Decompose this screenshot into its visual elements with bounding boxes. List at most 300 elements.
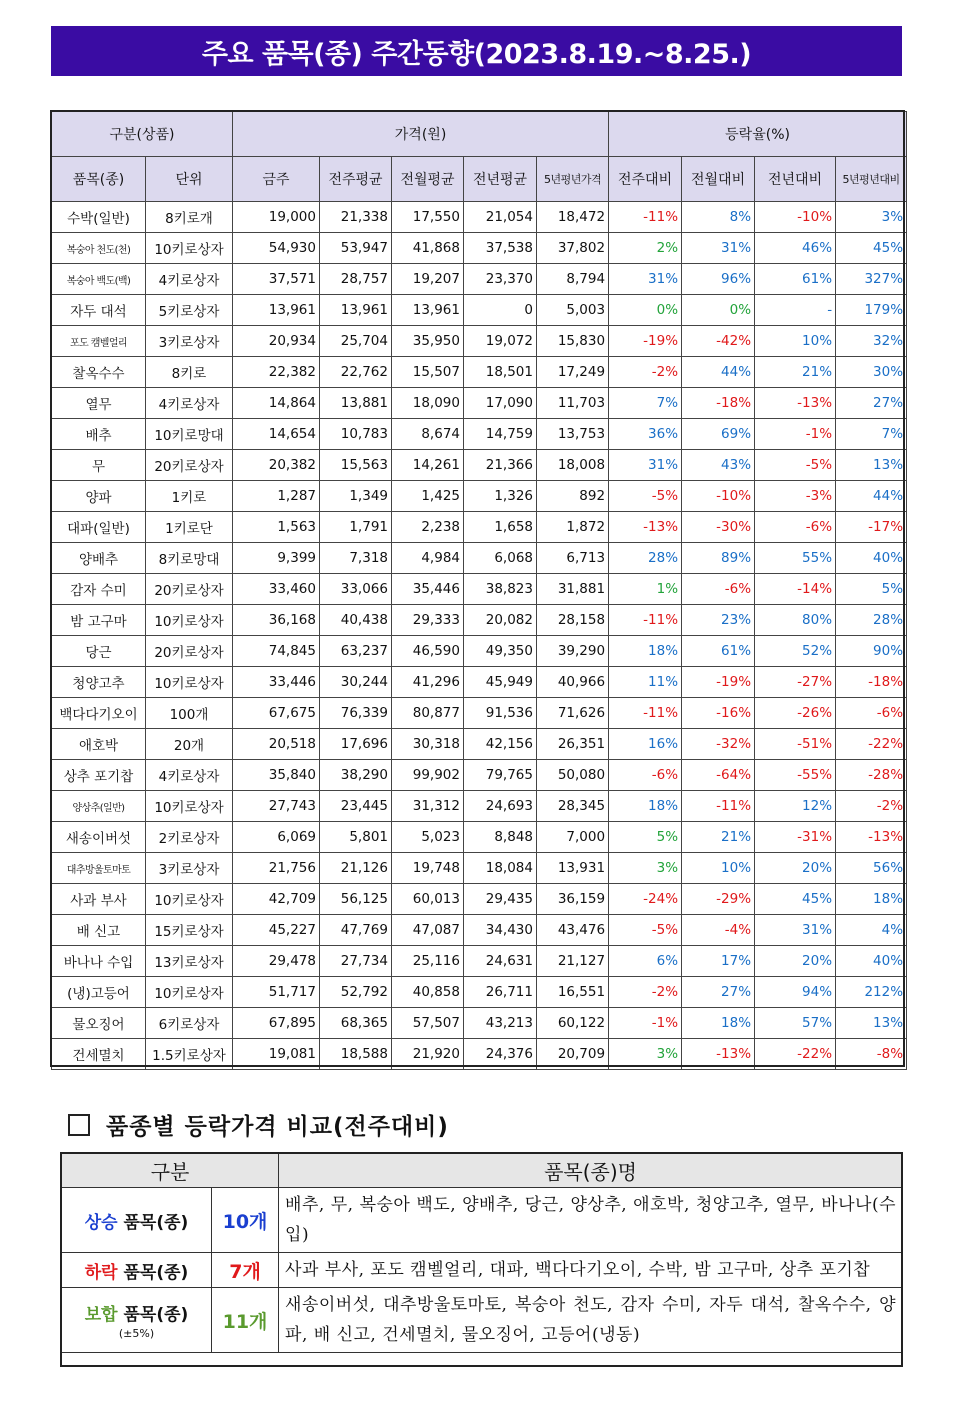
cell-vs-week: -5% bbox=[609, 481, 682, 512]
col-header-prev-week: 전주평균 bbox=[320, 157, 392, 202]
summary-table bbox=[61, 1153, 903, 1353]
cell-5yr-avg: 7,000 bbox=[537, 822, 609, 853]
cell-unit: 4키로상자 bbox=[146, 388, 233, 419]
cell-prev-week: 18,588 bbox=[320, 1039, 392, 1070]
col-header-vs-week: 전주대비 bbox=[609, 157, 682, 202]
cell-vs-month: 21% bbox=[682, 822, 755, 853]
cell-prev-week: 52,792 bbox=[320, 977, 392, 1008]
summary-row bbox=[62, 1188, 903, 1253]
cell-vs-year: 57% bbox=[755, 1008, 836, 1039]
cell-this-week: 74,845 bbox=[233, 636, 320, 667]
cell-vs-week: 3% bbox=[609, 1039, 682, 1070]
cell-prev-year: 0 bbox=[464, 295, 537, 326]
cell-prev-month: 60,013 bbox=[392, 884, 464, 915]
cell-vs-week: 5% bbox=[609, 822, 682, 853]
table-row bbox=[52, 636, 907, 667]
cell-5yr-avg: 40,966 bbox=[537, 667, 609, 698]
cell-vs-5yr: 32% bbox=[836, 326, 907, 357]
cell-this-week: 42,709 bbox=[233, 884, 320, 915]
cell-prev-month: 19,207 bbox=[392, 264, 464, 295]
cell-vs-year: 52% bbox=[755, 636, 836, 667]
cell-prev-month: 80,877 bbox=[392, 698, 464, 729]
cell-5yr-avg: 13,753 bbox=[537, 419, 609, 450]
cell-vs-month: 23% bbox=[682, 605, 755, 636]
cell-prev-month: 31,312 bbox=[392, 791, 464, 822]
cell-5yr-avg: 1,872 bbox=[537, 512, 609, 543]
cell-vs-5yr: 40% bbox=[836, 543, 907, 574]
summary-category-rest: 품목(종) bbox=[117, 1305, 189, 1325]
cell-vs-5yr: 327% bbox=[836, 264, 907, 295]
cell-item: 밤 고구마 bbox=[52, 605, 146, 636]
cell-prev-year: 24,376 bbox=[464, 1039, 537, 1070]
cell-unit: 100개 bbox=[146, 698, 233, 729]
cell-prev-week: 68,365 bbox=[320, 1008, 392, 1039]
cell-this-week: 19,081 bbox=[233, 1039, 320, 1070]
cell-prev-year: 37,538 bbox=[464, 233, 537, 264]
cell-vs-month: 8% bbox=[682, 202, 755, 233]
cell-5yr-avg: 18,008 bbox=[537, 450, 609, 481]
table-row bbox=[52, 1039, 907, 1070]
cell-vs-month: -10% bbox=[682, 481, 755, 512]
cell-item: 배추 bbox=[52, 419, 146, 450]
cell-vs-5yr: 13% bbox=[836, 1008, 907, 1039]
cell-prev-week: 40,438 bbox=[320, 605, 392, 636]
table-row bbox=[52, 1008, 907, 1039]
cell-prev-month: 21,920 bbox=[392, 1039, 464, 1070]
cell-unit: 10키로상자 bbox=[146, 884, 233, 915]
cell-vs-year: 80% bbox=[755, 605, 836, 636]
col-header-vs-year: 전년대비 bbox=[755, 157, 836, 202]
group-header-row bbox=[52, 112, 907, 157]
cell-item: 복숭아 천도(천) bbox=[52, 233, 146, 264]
group-header-price: 가격(원) bbox=[233, 112, 609, 157]
summary-category-rest: 품목(종) bbox=[117, 1262, 189, 1283]
cell-vs-week: -1% bbox=[609, 1008, 682, 1039]
cell-prev-month: 30,318 bbox=[392, 729, 464, 760]
cell-prev-week: 13,881 bbox=[320, 388, 392, 419]
cell-vs-5yr: -18% bbox=[836, 667, 907, 698]
cell-5yr-avg: 28,158 bbox=[537, 605, 609, 636]
cell-prev-month: 18,090 bbox=[392, 388, 464, 419]
table-row bbox=[52, 977, 907, 1008]
summary-row bbox=[62, 1253, 903, 1288]
cell-prev-year: 24,693 bbox=[464, 791, 537, 822]
cell-5yr-avg: 43,476 bbox=[537, 915, 609, 946]
summary-count: 7개 bbox=[212, 1253, 279, 1288]
table-row bbox=[52, 202, 907, 233]
col-header-unit: 단위 bbox=[146, 157, 233, 202]
cell-prev-week: 38,290 bbox=[320, 760, 392, 791]
cell-item: 감자 수미 bbox=[52, 574, 146, 605]
table-row bbox=[52, 388, 907, 419]
cell-5yr-avg: 60,122 bbox=[537, 1008, 609, 1039]
table-row bbox=[52, 698, 907, 729]
summary-header-category: 구분 bbox=[62, 1154, 279, 1188]
col-header-item: 품목(종) bbox=[52, 157, 146, 202]
cell-unit: 5키로상자 bbox=[146, 295, 233, 326]
cell-vs-month: 69% bbox=[682, 419, 755, 450]
cell-item: 열무 bbox=[52, 388, 146, 419]
cell-prev-month: 8,674 bbox=[392, 419, 464, 450]
cell-5yr-avg: 17,249 bbox=[537, 357, 609, 388]
cell-prev-year: 91,536 bbox=[464, 698, 537, 729]
cell-vs-month: -30% bbox=[682, 512, 755, 543]
cell-vs-5yr: 3% bbox=[836, 202, 907, 233]
cell-item: 배 신고 bbox=[52, 915, 146, 946]
cell-5yr-avg: 5,003 bbox=[537, 295, 609, 326]
cell-prev-year: 18,084 bbox=[464, 853, 537, 884]
cell-vs-week: 18% bbox=[609, 791, 682, 822]
cell-prev-month: 40,858 bbox=[392, 977, 464, 1008]
cell-vs-month: 44% bbox=[682, 357, 755, 388]
cell-prev-week: 33,066 bbox=[320, 574, 392, 605]
cell-prev-month: 41,868 bbox=[392, 233, 464, 264]
cell-vs-month: 17% bbox=[682, 946, 755, 977]
cell-prev-month: 14,261 bbox=[392, 450, 464, 481]
cell-unit: 6키로상자 bbox=[146, 1008, 233, 1039]
cell-this-week: 20,382 bbox=[233, 450, 320, 481]
cell-vs-5yr: 179% bbox=[836, 295, 907, 326]
cell-prev-month: 1,425 bbox=[392, 481, 464, 512]
cell-vs-month: -32% bbox=[682, 729, 755, 760]
cell-prev-week: 21,126 bbox=[320, 853, 392, 884]
cell-item: 수박(일반) bbox=[52, 202, 146, 233]
cell-prev-year: 79,765 bbox=[464, 760, 537, 791]
cell-unit: 2키로상자 bbox=[146, 822, 233, 853]
table-row bbox=[52, 884, 907, 915]
cell-prev-month: 35,950 bbox=[392, 326, 464, 357]
cell-vs-5yr: 7% bbox=[836, 419, 907, 450]
cell-prev-week: 1,349 bbox=[320, 481, 392, 512]
checkbox-icon bbox=[68, 1114, 90, 1136]
cell-vs-month: 61% bbox=[682, 636, 755, 667]
cell-vs-week: 7% bbox=[609, 388, 682, 419]
cell-5yr-avg: 20,709 bbox=[537, 1039, 609, 1070]
cell-vs-year: -27% bbox=[755, 667, 836, 698]
table-row bbox=[52, 264, 907, 295]
cell-vs-week: 6% bbox=[609, 946, 682, 977]
cell-vs-year: - bbox=[755, 295, 836, 326]
cell-vs-5yr: 4% bbox=[836, 915, 907, 946]
cell-item: 무 bbox=[52, 450, 146, 481]
summary-category-rest: 품목(종) bbox=[117, 1212, 189, 1233]
cell-prev-week: 30,244 bbox=[320, 667, 392, 698]
cell-item: 찰옥수수 bbox=[52, 357, 146, 388]
cell-unit: 1키로 bbox=[146, 481, 233, 512]
summary-items: 사과 부사, 포도 캠벨얼리, 대파, 백다다기오이, 수박, 밤 고구마, 상추 포기찹 bbox=[279, 1253, 903, 1288]
cell-prev-year: 8,848 bbox=[464, 822, 537, 853]
group-header-rate: 등락율(%) bbox=[609, 112, 907, 157]
cell-vs-month: 31% bbox=[682, 233, 755, 264]
cell-vs-week: -2% bbox=[609, 977, 682, 1008]
cell-item: 대추방울토마토 bbox=[52, 853, 146, 884]
cell-vs-year: 46% bbox=[755, 233, 836, 264]
summary-count: 10개 bbox=[212, 1188, 279, 1253]
cell-this-week: 33,446 bbox=[233, 667, 320, 698]
cell-prev-year: 49,350 bbox=[464, 636, 537, 667]
table-row bbox=[52, 574, 907, 605]
cell-5yr-avg: 892 bbox=[537, 481, 609, 512]
cell-vs-year: 10% bbox=[755, 326, 836, 357]
col-header-vs-5yr: 5년평년대비 bbox=[836, 157, 907, 202]
cell-vs-week: -2% bbox=[609, 357, 682, 388]
cell-item: 상추 포기찹 bbox=[52, 760, 146, 791]
cell-vs-month: -4% bbox=[682, 915, 755, 946]
table-row bbox=[52, 357, 907, 388]
cell-this-week: 54,930 bbox=[233, 233, 320, 264]
cell-vs-month: -64% bbox=[682, 760, 755, 791]
cell-prev-week: 25,704 bbox=[320, 326, 392, 357]
cell-vs-year: -14% bbox=[755, 574, 836, 605]
summary-items: 배추, 무, 복숭아 백도, 양배추, 당근, 양상추, 애호박, 청양고추, 열무, 바나나(수입) bbox=[279, 1188, 903, 1253]
table-row bbox=[52, 915, 907, 946]
group-header-category: 구분(상품) bbox=[52, 112, 233, 157]
cell-prev-week: 7,318 bbox=[320, 543, 392, 574]
cell-unit: 15키로상자 bbox=[146, 915, 233, 946]
cell-unit: 10키로상자 bbox=[146, 791, 233, 822]
summary-category-note: (±5%) bbox=[118, 1327, 155, 1340]
cell-prev-week: 22,762 bbox=[320, 357, 392, 388]
cell-unit: 8키로 bbox=[146, 357, 233, 388]
cell-prev-week: 13,961 bbox=[320, 295, 392, 326]
cell-vs-week: 1% bbox=[609, 574, 682, 605]
cell-this-week: 35,840 bbox=[233, 760, 320, 791]
cell-vs-year: -55% bbox=[755, 760, 836, 791]
cell-5yr-avg: 21,127 bbox=[537, 946, 609, 977]
cell-vs-year: -3% bbox=[755, 481, 836, 512]
table-row bbox=[52, 326, 907, 357]
cell-vs-5yr: -13% bbox=[836, 822, 907, 853]
cell-vs-5yr: 5% bbox=[836, 574, 907, 605]
cell-vs-5yr: 27% bbox=[836, 388, 907, 419]
cell-prev-year: 23,370 bbox=[464, 264, 537, 295]
cell-prev-year: 34,430 bbox=[464, 915, 537, 946]
cell-vs-week: -13% bbox=[609, 512, 682, 543]
cell-item: 양상추(일반) bbox=[52, 791, 146, 822]
cell-vs-week: 28% bbox=[609, 543, 682, 574]
cell-prev-month: 17,550 bbox=[392, 202, 464, 233]
cell-vs-week: -11% bbox=[609, 698, 682, 729]
cell-vs-week: 18% bbox=[609, 636, 682, 667]
cell-this-week: 1,563 bbox=[233, 512, 320, 543]
cell-item: 물오징어 bbox=[52, 1008, 146, 1039]
cell-vs-year: 45% bbox=[755, 884, 836, 915]
cell-this-week: 33,460 bbox=[233, 574, 320, 605]
cell-vs-5yr: 56% bbox=[836, 853, 907, 884]
cell-prev-year: 26,711 bbox=[464, 977, 537, 1008]
cell-prev-month: 25,116 bbox=[392, 946, 464, 977]
cell-5yr-avg: 6,713 bbox=[537, 543, 609, 574]
cell-item: 당근 bbox=[52, 636, 146, 667]
cell-unit: 20키로상자 bbox=[146, 450, 233, 481]
cell-vs-year: 20% bbox=[755, 853, 836, 884]
summary-title-text: 품종별 등락가격 비교(전주대비) bbox=[106, 1114, 449, 1140]
cell-this-week: 19,000 bbox=[233, 202, 320, 233]
cell-item: 복숭아 백도(백) bbox=[52, 264, 146, 295]
col-header-this-week: 금주 bbox=[233, 157, 320, 202]
cell-vs-5yr: 45% bbox=[836, 233, 907, 264]
cell-vs-month: -29% bbox=[682, 884, 755, 915]
cell-this-week: 1,287 bbox=[233, 481, 320, 512]
cell-vs-month: -19% bbox=[682, 667, 755, 698]
cell-vs-week: -11% bbox=[609, 202, 682, 233]
summary-category bbox=[62, 1288, 212, 1353]
table-row bbox=[52, 233, 907, 264]
cell-vs-month: -42% bbox=[682, 326, 755, 357]
cell-prev-year: 18,501 bbox=[464, 357, 537, 388]
cell-vs-5yr: -28% bbox=[836, 760, 907, 791]
table-row bbox=[52, 853, 907, 884]
cell-unit: 1.5키로상자 bbox=[146, 1039, 233, 1070]
cell-prev-week: 28,757 bbox=[320, 264, 392, 295]
col-header-5yr-avg: 5년평년가격 bbox=[537, 157, 609, 202]
cell-vs-year: 61% bbox=[755, 264, 836, 295]
cell-vs-month: -6% bbox=[682, 574, 755, 605]
summary-header-items: 품목(종)명 bbox=[279, 1154, 903, 1188]
cell-vs-year: -1% bbox=[755, 419, 836, 450]
cell-this-week: 20,518 bbox=[233, 729, 320, 760]
cell-prev-week: 63,237 bbox=[320, 636, 392, 667]
table-row bbox=[52, 946, 907, 977]
cell-this-week: 13,961 bbox=[233, 295, 320, 326]
cell-vs-5yr: 13% bbox=[836, 450, 907, 481]
cell-this-week: 21,756 bbox=[233, 853, 320, 884]
cell-vs-5yr: 212% bbox=[836, 977, 907, 1008]
page-title: 주요 품목(종) 주간동향(2023.8.19.~8.25.) bbox=[201, 38, 752, 70]
cell-prev-week: 47,769 bbox=[320, 915, 392, 946]
cell-prev-year: 38,823 bbox=[464, 574, 537, 605]
cell-prev-month: 57,507 bbox=[392, 1008, 464, 1039]
cell-prev-year: 21,054 bbox=[464, 202, 537, 233]
cell-vs-year: -6% bbox=[755, 512, 836, 543]
cell-vs-month: -11% bbox=[682, 791, 755, 822]
cell-5yr-avg: 16,551 bbox=[537, 977, 609, 1008]
cell-5yr-avg: 39,290 bbox=[537, 636, 609, 667]
cell-unit: 1키로단 bbox=[146, 512, 233, 543]
cell-vs-week: -19% bbox=[609, 326, 682, 357]
cell-unit: 10키로망대 bbox=[146, 419, 233, 450]
summary-section-title bbox=[68, 1108, 449, 1141]
table-row bbox=[52, 543, 907, 574]
cell-vs-week: 0% bbox=[609, 295, 682, 326]
cell-vs-week: 31% bbox=[609, 450, 682, 481]
cell-item: 바나나 수입 bbox=[52, 946, 146, 977]
page-title-banner bbox=[51, 26, 902, 76]
cell-this-week: 51,717 bbox=[233, 977, 320, 1008]
cell-vs-month: -18% bbox=[682, 388, 755, 419]
cell-vs-5yr: 18% bbox=[836, 884, 907, 915]
cell-vs-month: 0% bbox=[682, 295, 755, 326]
cell-prev-year: 20,082 bbox=[464, 605, 537, 636]
cell-vs-week: -24% bbox=[609, 884, 682, 915]
cell-unit: 20개 bbox=[146, 729, 233, 760]
cell-prev-year: 6,068 bbox=[464, 543, 537, 574]
cell-vs-month: 27% bbox=[682, 977, 755, 1008]
cell-prev-week: 17,696 bbox=[320, 729, 392, 760]
summary-category-word: 하락 bbox=[84, 1262, 118, 1283]
cell-vs-year: -51% bbox=[755, 729, 836, 760]
cell-prev-year: 42,156 bbox=[464, 729, 537, 760]
cell-vs-month: 96% bbox=[682, 264, 755, 295]
cell-prev-month: 41,296 bbox=[392, 667, 464, 698]
cell-this-week: 67,895 bbox=[233, 1008, 320, 1039]
cell-prev-year: 19,072 bbox=[464, 326, 537, 357]
cell-prev-month: 19,748 bbox=[392, 853, 464, 884]
cell-prev-year: 45,949 bbox=[464, 667, 537, 698]
cell-5yr-avg: 71,626 bbox=[537, 698, 609, 729]
cell-prev-month: 4,984 bbox=[392, 543, 464, 574]
table-row bbox=[52, 419, 907, 450]
cell-prev-week: 23,445 bbox=[320, 791, 392, 822]
cell-vs-year: -31% bbox=[755, 822, 836, 853]
cell-prev-year: 21,366 bbox=[464, 450, 537, 481]
cell-vs-week: 11% bbox=[609, 667, 682, 698]
cell-vs-year: 21% bbox=[755, 357, 836, 388]
cell-prev-month: 2,238 bbox=[392, 512, 464, 543]
cell-vs-week: 36% bbox=[609, 419, 682, 450]
cell-vs-5yr: 44% bbox=[836, 481, 907, 512]
table-row bbox=[52, 667, 907, 698]
cell-this-week: 9,399 bbox=[233, 543, 320, 574]
cell-this-week: 22,382 bbox=[233, 357, 320, 388]
cell-prev-year: 17,090 bbox=[464, 388, 537, 419]
cell-this-week: 14,654 bbox=[233, 419, 320, 450]
cell-vs-5yr: -2% bbox=[836, 791, 907, 822]
cell-item: 건세멸치 bbox=[52, 1039, 146, 1070]
cell-prev-week: 56,125 bbox=[320, 884, 392, 915]
cell-item: 양배추 bbox=[52, 543, 146, 574]
cell-vs-5yr: 40% bbox=[836, 946, 907, 977]
cell-vs-year: 31% bbox=[755, 915, 836, 946]
cell-vs-week: 3% bbox=[609, 853, 682, 884]
cell-5yr-avg: 18,472 bbox=[537, 202, 609, 233]
price-trend-table bbox=[51, 111, 907, 1070]
cell-prev-week: 53,947 bbox=[320, 233, 392, 264]
cell-this-week: 45,227 bbox=[233, 915, 320, 946]
cell-unit: 3키로상자 bbox=[146, 326, 233, 357]
cell-vs-week: -6% bbox=[609, 760, 682, 791]
cell-this-week: 6,069 bbox=[233, 822, 320, 853]
cell-vs-5yr: 30% bbox=[836, 357, 907, 388]
cell-unit: 4키로상자 bbox=[146, 760, 233, 791]
cell-vs-week: -5% bbox=[609, 915, 682, 946]
cell-prev-month: 35,446 bbox=[392, 574, 464, 605]
table-row bbox=[52, 729, 907, 760]
cell-prev-month: 15,507 bbox=[392, 357, 464, 388]
table-row bbox=[52, 512, 907, 543]
summary-category bbox=[62, 1188, 212, 1253]
table-row bbox=[52, 791, 907, 822]
cell-prev-year: 14,759 bbox=[464, 419, 537, 450]
summary-category-word: 상승 bbox=[84, 1212, 118, 1233]
cell-vs-month: 18% bbox=[682, 1008, 755, 1039]
table-row bbox=[52, 760, 907, 791]
cell-vs-week: 31% bbox=[609, 264, 682, 295]
cell-item: 대파(일반) bbox=[52, 512, 146, 543]
cell-prev-month: 5,023 bbox=[392, 822, 464, 853]
cell-vs-month: -13% bbox=[682, 1039, 755, 1070]
table-row bbox=[52, 450, 907, 481]
cell-prev-week: 21,338 bbox=[320, 202, 392, 233]
cell-prev-month: 47,087 bbox=[392, 915, 464, 946]
cell-vs-year: -13% bbox=[755, 388, 836, 419]
cell-item: 자두 대석 bbox=[52, 295, 146, 326]
summary-row bbox=[62, 1288, 903, 1353]
summary-table-body bbox=[62, 1188, 903, 1353]
column-header-row bbox=[52, 157, 907, 202]
cell-prev-month: 46,590 bbox=[392, 636, 464, 667]
cell-vs-year: -5% bbox=[755, 450, 836, 481]
